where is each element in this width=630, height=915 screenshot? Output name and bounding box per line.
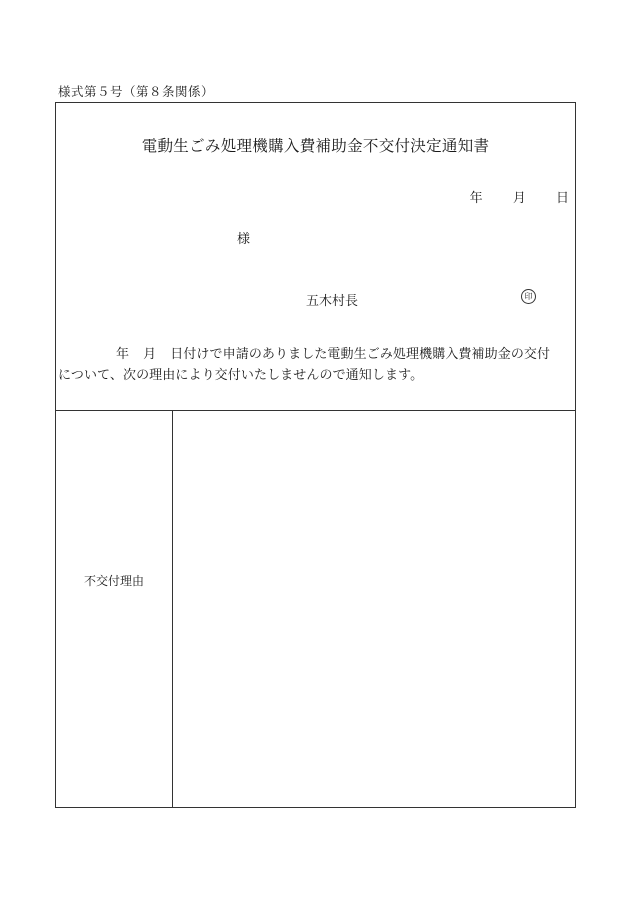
body-line-2: について、次の理由により交付いたしませんので通知します。 — [58, 368, 424, 383]
reason-label-cell — [56, 411, 173, 807]
notice-body — [58, 344, 574, 386]
issuer-name: 五木村長 — [306, 294, 359, 309]
reason-section — [56, 411, 575, 807]
reason-content-area — [173, 411, 575, 807]
body-year-label: 年 — [116, 347, 130, 362]
notice-header-section — [56, 103, 575, 411]
reason-label: 不交付理由 — [83, 574, 144, 588]
form-number-label: 様式第５号（第８条関係） — [58, 84, 215, 99]
document-title: 電動生ごみ処理機購入費補助金不交付決定通知書 — [141, 137, 490, 155]
recipient-honorific: 様 — [237, 232, 251, 247]
body-line-1 — [58, 344, 574, 365]
body-month-label: 月 — [143, 347, 157, 362]
issue-date — [470, 187, 569, 206]
date-month-label: 月 — [512, 191, 526, 206]
seal-icon: 印 — [521, 289, 536, 304]
date-year-label: 年 — [469, 191, 483, 206]
body-line-1-text: 日付けで申請のありました電動生ごみ処理機購入費補助金の交付 — [170, 347, 551, 362]
date-day-label: 日 — [555, 191, 569, 206]
notice-form-frame — [55, 102, 576, 808]
